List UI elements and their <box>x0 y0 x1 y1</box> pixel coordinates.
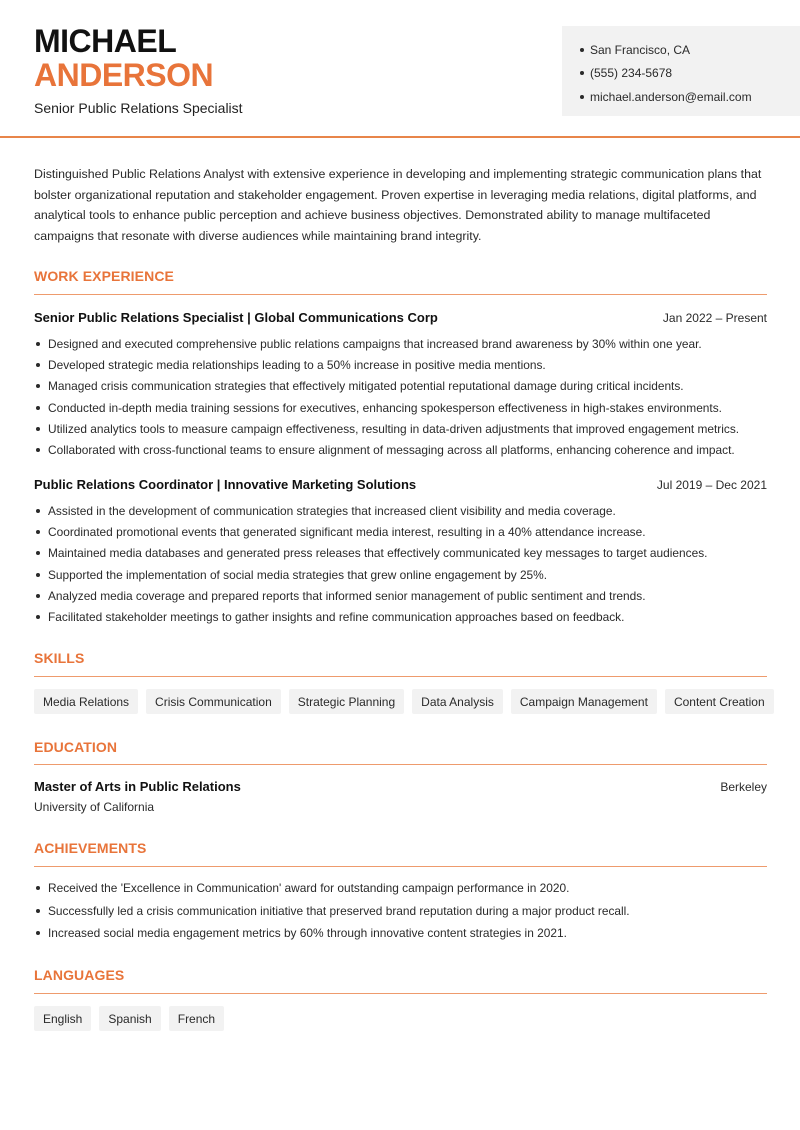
list-item-text: Utilized analytics tools to measure campaign effectiveness, resulting in data-driven adjustments that improved engagement metrics. <box>48 421 740 436</box>
job-title: Senior Public Relations Specialist <box>34 100 243 116</box>
bullet-icon <box>36 594 40 598</box>
contact-location <box>580 38 800 62</box>
section-title-work: WORK EXPERIENCE <box>34 268 174 284</box>
education-school: University of California <box>34 800 155 814</box>
skill-chip: Content Creation <box>665 689 774 714</box>
section-divider <box>34 294 767 295</box>
job-2-bullets <box>34 500 774 628</box>
list-item-text: Coordinated promotional events that generated significant media interest, resulting in a 40% attendance increase. <box>48 524 646 539</box>
language-chip: French <box>169 1006 224 1031</box>
list-item <box>34 439 774 460</box>
list-item-text: Assisted in the development of communication strategies that increased client visibility and media coverage. <box>48 503 616 518</box>
list-item <box>34 397 774 418</box>
list-item <box>34 877 774 900</box>
contact-location-text: San Francisco, CA <box>590 42 691 57</box>
bullet-icon <box>36 573 40 577</box>
list-item-text: Developed strategic media relationships leading to a 50% increase in positive media mentions. <box>48 357 546 372</box>
contact-phone-text: (555) 234-5678 <box>590 66 673 81</box>
list-item <box>34 606 774 627</box>
first-name: MICHAEL <box>34 23 177 59</box>
job-role: Public Relations Coordinator | Innovative Marketing Solutions <box>34 477 417 492</box>
skill-chip: Data Analysis <box>412 689 503 714</box>
job-1-bullets <box>34 333 774 461</box>
section-title-education: EDUCATION <box>34 739 118 755</box>
list-item <box>34 900 774 923</box>
list-item <box>34 922 774 945</box>
list-item <box>34 354 774 375</box>
resume-header <box>0 0 800 138</box>
education-location: Berkeley <box>720 780 767 794</box>
section-title-languages: LANGUAGES <box>34 967 125 983</box>
bullet-icon <box>36 448 40 452</box>
contact-box <box>562 26 800 116</box>
list-item-text: Maintained media databases and generated press releases that effectively communicated key messages to target audiences. <box>48 546 708 561</box>
contact-email-text: michael.anderson@email.com <box>590 89 752 104</box>
bullet-icon <box>36 384 40 388</box>
section-divider <box>34 764 767 765</box>
skills-list <box>34 689 774 714</box>
bullet-icon <box>36 406 40 410</box>
list-item-text: Increased social media engagement metrics by 60% through innovative content strategies in 2021. <box>48 926 567 941</box>
contact-email <box>580 85 800 109</box>
contact-phone <box>580 62 800 86</box>
job-role: Senior Public Relations Specialist | Global Communications Corp <box>34 310 438 325</box>
education-degree: Master of Arts in Public Relations <box>34 779 241 794</box>
bullet-icon <box>36 909 40 913</box>
list-item-text: Successfully led a crisis communication initiative that preserved brand reputation during a major product recall. <box>48 903 630 918</box>
skill-chip: Campaign Management <box>511 689 657 714</box>
bullet-icon <box>36 931 40 935</box>
list-item <box>34 521 774 542</box>
list-item-text: Analyzed media coverage and prepared reports that informed senior management of public sentiment and trends. <box>48 588 646 603</box>
list-item <box>34 543 774 564</box>
last-name: ANDERSON <box>34 57 214 93</box>
languages-list <box>34 1006 224 1031</box>
skill-chip: Strategic Planning <box>289 689 404 714</box>
bullet-icon <box>580 48 584 52</box>
list-item <box>34 376 774 397</box>
list-item-text: Designed and executed comprehensive public relations campaigns that increased brand awareness by 30% within one year. <box>48 336 702 351</box>
job-header-2 <box>34 477 767 492</box>
list-item <box>34 585 774 606</box>
section-divider <box>34 993 767 994</box>
bullet-icon <box>36 886 40 890</box>
list-item-text: Supported the implementation of social media strategies that grew online engagement by 25%. <box>48 567 548 582</box>
summary-paragraph: Distinguished Public Relations Analyst with extensive experience in developing and implementing strategic communication plans that bolster organizational reputation and stakeholder engagement. Proven expertise in leveraging media relations, digital platforms, and analytical tools to enhance public perception and achieve business objectives. Demonstrated ability to manage multifaceted campaigns that resonate with diverse audiences while maintaining brand integrity. <box>34 167 762 244</box>
bullet-icon <box>36 427 40 431</box>
bullet-icon <box>36 530 40 534</box>
list-item <box>34 333 774 354</box>
education-header <box>34 779 767 794</box>
list-item <box>34 500 774 521</box>
skill-chip: Crisis Communication <box>146 689 281 714</box>
achievements-list <box>34 877 774 945</box>
section-title-achievements: ACHIEVEMENTS <box>34 840 147 856</box>
job-dates: Jan 2022 – Present <box>662 311 767 325</box>
list-item-text: Facilitated stakeholder meetings to gather insights and refine communication approaches based on feedback. <box>48 610 625 625</box>
list-item <box>34 564 774 585</box>
list-item-text: Conducted in-depth media training sessions for executives, enhancing spokesperson effectiveness in high-stakes environments. <box>48 400 722 415</box>
language-chip: English <box>34 1006 91 1031</box>
bullet-icon <box>580 71 584 75</box>
bullet-icon <box>36 551 40 555</box>
bullet-icon <box>36 615 40 619</box>
job-dates: Jul 2019 – Dec 2021 <box>656 478 767 492</box>
section-title-skills: SKILLS <box>34 650 85 666</box>
list-item <box>34 418 774 439</box>
skill-chip: Media Relations <box>34 689 138 714</box>
language-chip: Spanish <box>99 1006 160 1031</box>
bullet-icon <box>36 342 40 346</box>
section-divider <box>34 866 767 867</box>
bullet-icon <box>36 363 40 367</box>
bullet-icon <box>580 95 584 99</box>
list-item-text: Collaborated with cross-functional teams to ensure alignment of messaging across all platforms, enhancing coherence and impact. <box>48 443 735 458</box>
list-item-text: Managed crisis communication strategies that effectively mitigated potential reputational damage during critical incidents. <box>48 379 684 394</box>
list-item-text: Received the 'Excellence in Communication' award for outstanding campaign performance in 2020. <box>48 881 570 896</box>
job-header-1 <box>34 310 767 325</box>
bullet-icon <box>36 509 40 513</box>
section-divider <box>34 676 767 677</box>
